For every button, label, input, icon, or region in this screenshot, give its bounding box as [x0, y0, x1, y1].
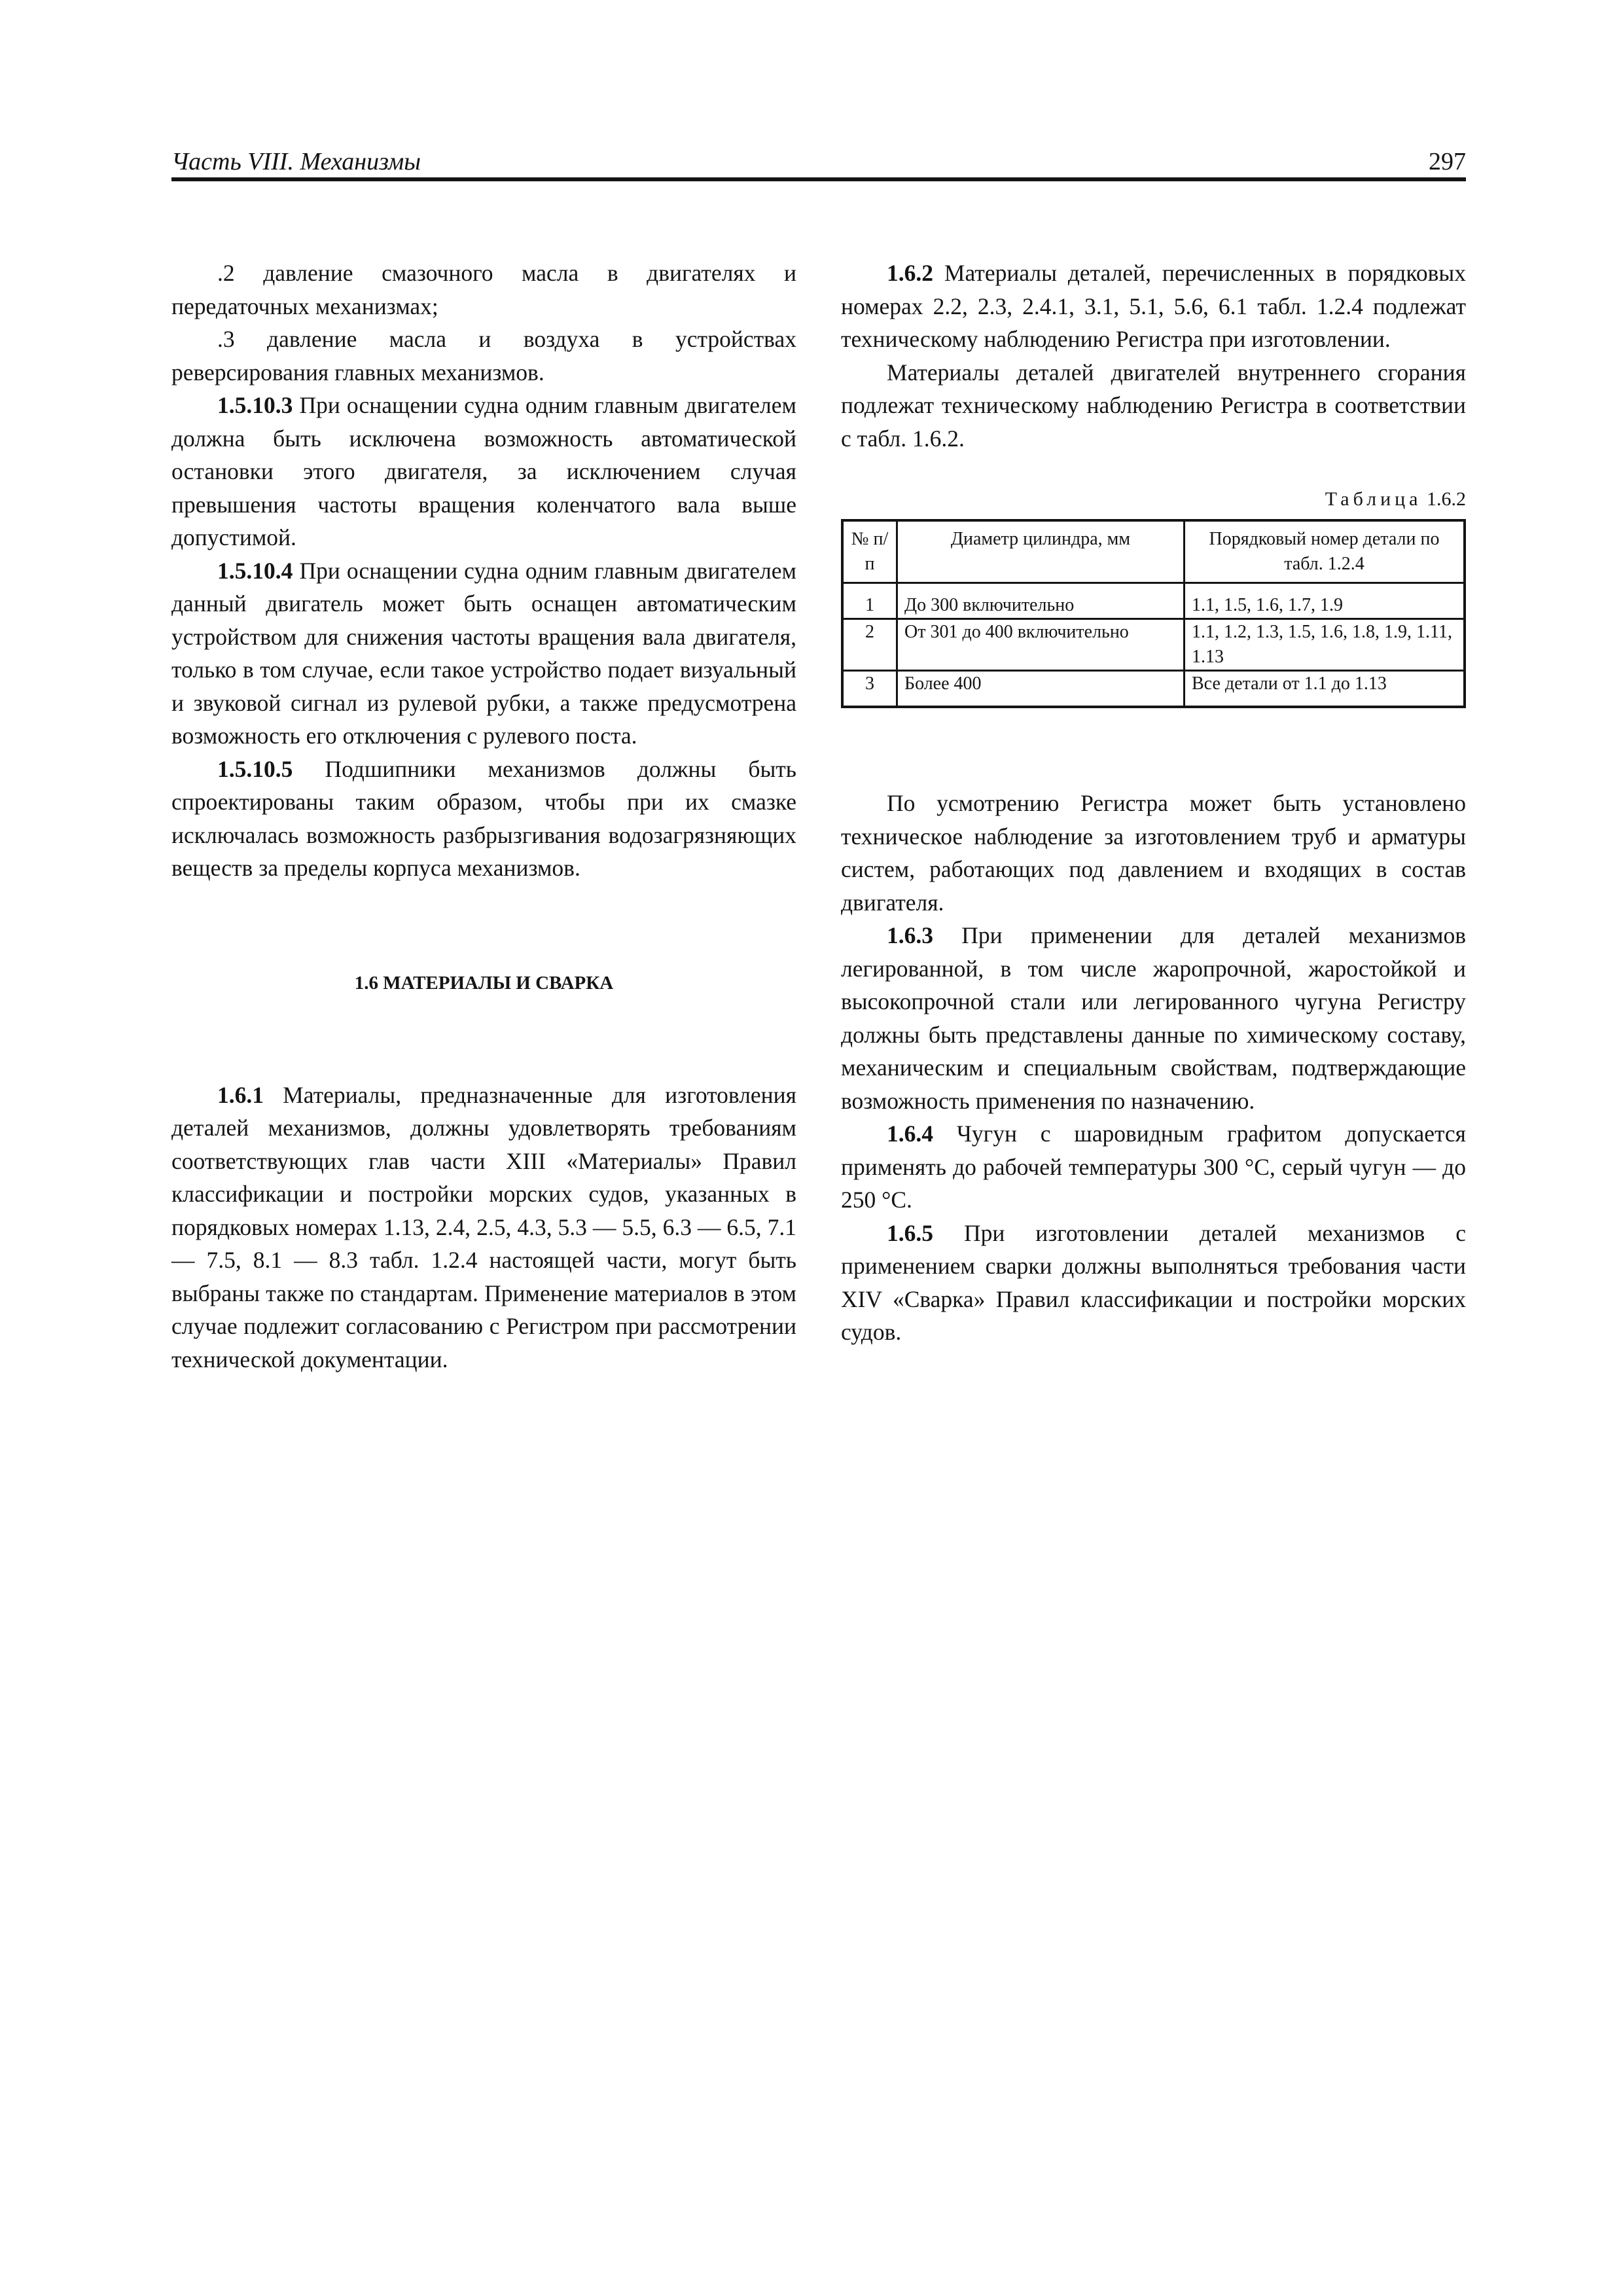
paragraph-after-table: По усмотрению Регистра может быть установлено техническое наблюдение за изготовлением труб и арматуры систем, работающих под давлением и входящих в состав двигателя. [841, 790, 1466, 916]
clause-text: При применении для деталей механизмов легированной, в том числе жаропрочной, жаростойкой и высокопрочной стали или легированного чугуна Регистру должны быть представлены данные по химическому составу, механическим и специальным свойствам, подтверждающие возможность применения по назначению. [841, 922, 1466, 1114]
paragraph-item-2: .2 давление смазочного масла в двигателях и передаточных механизмах; [171, 260, 796, 319]
clause-text: Материалы деталей, перечисленных в порядковых номерах 2.2, 2.3, 2.4.1, 3.1, 5.1, 5.6, 6.1 табл. 1.2.4 подлежат техническому наблюдению Регистра при изготовлении. [841, 260, 1466, 352]
clause-text: При оснащении судна одним главным двигателем данный двигатель может быть оснащен автоматическим устройством для снижения частоты вращения вала двигателя, только в том случае, если такое устройство подает визуальный и звуковой сигнал из рулевой рубки, а также предусмотрена возможность его отключения с рулевого поста. [171, 557, 796, 749]
table-row [842, 671, 1465, 708]
table-caption [841, 486, 1466, 512]
table-cell: 1.1, 1.5, 1.6, 1.7, 1.9 [1185, 583, 1465, 619]
table-cell: 3 [842, 671, 897, 708]
table-row [842, 619, 1465, 671]
clause-number: 1.5.10.5 [217, 755, 293, 782]
table-cell: Все детали от 1.1 до 1.13 [1185, 671, 1465, 708]
table-row [842, 583, 1465, 619]
table-header-row [842, 520, 1465, 583]
paragraph-1-5-10-5 [171, 753, 796, 885]
clause-number: 1.6.1 [217, 1081, 264, 1108]
table-header-cell: № п/п [842, 520, 897, 583]
paragraph-1-5-10-3 [171, 389, 796, 554]
part-title: Часть VIII. Механизмы [171, 148, 421, 175]
table-header-cell: Диаметр цилиндра, мм [897, 520, 1185, 583]
clause-text: При изготовлении деталей механизмов с применением сварки должны выполняться требования части XIV «Сварка» Правил классификации и постройки морских судов. [841, 1219, 1466, 1345]
clause-number: 1.6.5 [887, 1219, 933, 1246]
table-caption-word: Таблица [1325, 488, 1422, 510]
table-header-cell: Порядковый номер детали по табл. 1.2.4 [1185, 520, 1465, 583]
clause-number: 1.6.2 [887, 260, 933, 286]
table-cell: До 300 включительно [897, 583, 1185, 619]
header-rule [171, 177, 1466, 181]
clause-text: Подшипники механизмов должны быть спроектированы таким образом, чтобы при их смазке исключалась возможность разбрызгивания водозагрязняющих веществ за пределы корпуса механизмов. [171, 755, 796, 881]
paragraph-1-6-4 [841, 1117, 1466, 1217]
clause-number: 1.6.3 [887, 922, 933, 948]
paragraph-1-6-2-b: Материалы деталей двигателей внутреннего сгорания подлежат техническому наблюдению Регистра в соответствии с табл. 1.6.2. [841, 359, 1466, 452]
section-heading: 1.6 МАТЕРИАЛЫ И СВАРКА [354, 972, 614, 994]
clause-number: 1.5.10.4 [217, 557, 293, 584]
paragraph-1-6-1 [171, 1079, 796, 1376]
materials-table [841, 519, 1466, 708]
clause-number: 1.6.4 [887, 1121, 933, 1147]
clause-number: 1.5.10.3 [217, 392, 293, 418]
paragraph-1-5-10-4 [171, 554, 796, 753]
clause-text: Материалы, предназначенные для изготовления деталей механизмов, должны удовлетворять требованиям соответствующих глав части XIII «Материалы» Правил классификации и постройки морских судов, указанных в порядковых номерах 1.13, 2.4, 2.5, 4.3, 5.3 — 5.5, 6.3 — 6.5, 7.1 — 7.5, 8.1 — 8.3 табл. 1.2.4 настоящей части, могут быть выбраны также по стандартам. Применение материалов в этом случае подлежит согласованию с Регистром при рассмотрении технической документации. [171, 1081, 796, 1372]
table-cell: Более 400 [897, 671, 1185, 708]
page-number: 297 [1429, 148, 1466, 175]
spacer [841, 708, 1466, 787]
paragraph-1-6-5 [841, 1217, 1466, 1349]
table-cell: 1 [842, 583, 897, 619]
table-cell: От 301 до 400 включительно [897, 619, 1185, 671]
clause-text: При оснащении судна одним главным двигателем должна быть исключена возможность автоматической остановки этого двигателя, за исключением случая превышения частоты вращения коленчатого вала выше допустимой. [171, 392, 796, 550]
paragraph-1-6-2 [841, 257, 1466, 356]
clause-text: Чугун с шаровидным графитом допускается применять до рабочей температуры 300 °С, серый чугун — до 250 °С. [841, 1121, 1466, 1213]
paragraph-item-3: .3 давление масла и воздуха в устройствах реверсирования главных механизмов. [171, 326, 796, 386]
running-header [171, 145, 1466, 178]
table-cell: 2 [842, 619, 897, 671]
table-caption-number: 1.6.2 [1427, 488, 1466, 510]
paragraph-1-6-3 [841, 919, 1466, 1117]
left-column [171, 257, 796, 1376]
table-cell: 1.1, 1.2, 1.3, 1.5, 1.6, 1.8, 1.9, 1.11, 1.13 [1185, 619, 1465, 671]
right-column [841, 257, 1466, 1349]
